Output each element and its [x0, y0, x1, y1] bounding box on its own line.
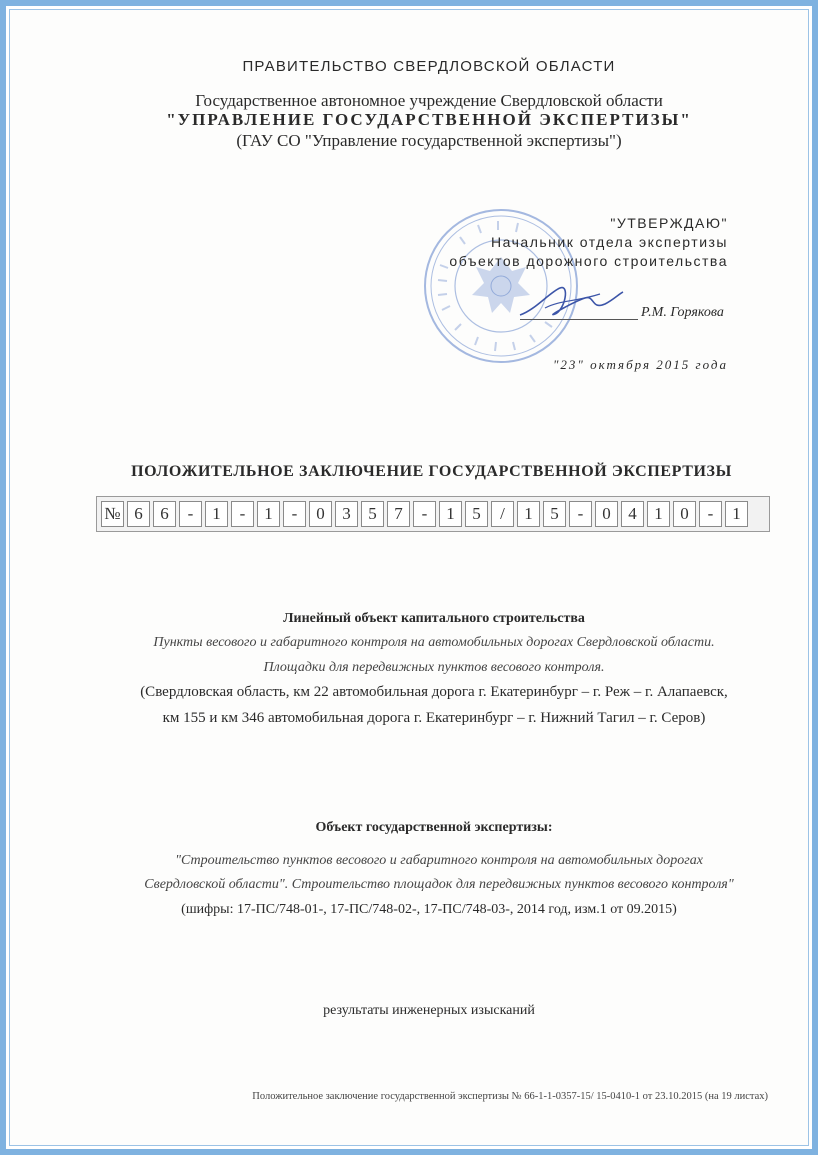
number-cell: 6 — [153, 501, 176, 527]
number-cell: - — [413, 501, 436, 527]
conclusion-number — [96, 496, 770, 532]
number-cell: 1 — [257, 501, 280, 527]
number-cell: 5 — [465, 501, 488, 527]
number-cell: 1 — [439, 501, 462, 527]
number-cell: - — [283, 501, 306, 527]
expertise-object-line1: "Строительство пунктов весового и габаритного контроля на автомобильных дорогах — [175, 853, 703, 868]
object-name-line2: Площадки для передвижных пунктов весового контроля. — [263, 660, 605, 675]
number-cell: 6 — [127, 501, 150, 527]
number-cell: 5 — [543, 501, 566, 527]
number-cell: 1 — [517, 501, 540, 527]
object-type-title: Линейный объект капитального строительства — [283, 611, 585, 626]
number-cell: 3 — [335, 501, 358, 527]
institution-name: Государственное автономное учреждение Свердловской области — [195, 91, 663, 110]
expertise-object-title: Объект государственной экспертизы: — [315, 820, 553, 835]
number-cell: - — [179, 501, 202, 527]
number-cell: № — [101, 501, 124, 527]
object-location-line2: км 155 и км 346 автомобильная дорога г. Екатеринбург – г. Нижний Тагил – г. Серов) — [162, 710, 706, 726]
number-cell: / — [491, 501, 514, 527]
signer-name: Р.М. Горякова — [641, 305, 724, 320]
number-cell: - — [699, 501, 722, 527]
government-heading: ПРАВИТЕЛЬСТВО СВЕРДЛОВСКОЙ ОБЛАСТИ — [242, 58, 616, 75]
number-cell: 5 — [361, 501, 384, 527]
approval-position-line2: объектов дорожного строительства — [449, 253, 728, 269]
institution-title: "УПРАВЛЕНИЕ ГОСУДАРСТВЕННОЙ ЭКСПЕРТИЗЫ" — [166, 110, 692, 129]
object-location-line1: (Свердловская область, км 22 автомобильная дорога г. Екатеринбург – г. Реж – г. Алапаевск, — [140, 684, 728, 700]
document-page — [9, 9, 809, 1146]
number-cell: 0 — [309, 501, 332, 527]
expertise-object-codes: (шифры: 17-ПС/748-01-, 17-ПС/748-02-, 17-ПС/748-03-, 2014 год, изм.1 от 09.2015) — [181, 902, 677, 917]
object-name-line1: Пункты весового и габаритного контроля на автомобильных дорогах Свердловской области. — [153, 635, 715, 650]
number-cell: 0 — [595, 501, 618, 527]
approval-block — [449, 214, 728, 271]
results-subject: результаты инженерных изысканий — [323, 1003, 535, 1018]
number-cell: 7 — [387, 501, 410, 527]
approval-position-line1: Начальник отдела экспертизы — [491, 234, 728, 250]
number-cell: - — [569, 501, 592, 527]
approval-title: "УТВЕРЖДАЮ" — [610, 215, 728, 231]
number-cell: 1 — [205, 501, 228, 527]
number-cell: - — [231, 501, 254, 527]
conclusion-title: ПОЛОЖИТЕЛЬНОЕ ЗАКЛЮЧЕНИЕ ГОСУДАРСТВЕННОЙ ЭКСПЕРТИЗЫ — [131, 463, 732, 480]
number-cell: 0 — [673, 501, 696, 527]
page-footer: Положительное заключение государственной экспертизы № 66-1-1-0357-15/ 15-0410-1 от 23.10.2015 (на 19 листах) — [252, 1091, 768, 1102]
approval-date: "23" октября 2015 года — [552, 357, 728, 372]
institution-short-name: (ГАУ СО "Управление государственной экспертизы") — [236, 131, 622, 150]
number-cell: 4 — [621, 501, 644, 527]
expertise-object-line2: Свердловской области". Строительство площадок для передвижных пунктов весового контроля" — [144, 877, 734, 892]
signature-line — [520, 319, 638, 320]
number-cell: 1 — [725, 501, 748, 527]
number-cell: 1 — [647, 501, 670, 527]
